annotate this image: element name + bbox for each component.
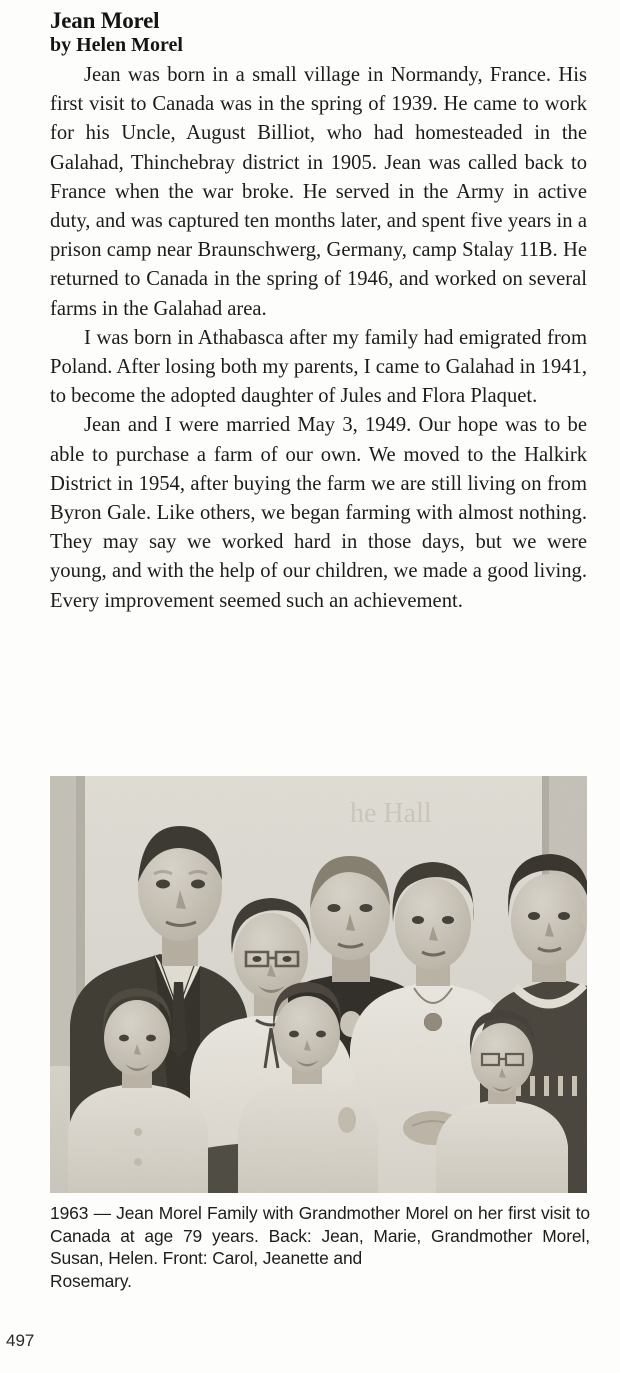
- text-column: [50, 8, 587, 616]
- article-body: [50, 61, 587, 616]
- family-photograph: [50, 776, 587, 1193]
- body-paragraph-1: Jean was born in a small village in Normandy, France. His first visit to Canada was in the spring of 1939. He came to work for his Uncle, August Billiot, who had homesteaded in the Galahad, Thinchebray district in 1905. Jean was called back to France when the war broke. He served in the Army in active duty, and was captured ten months later, and spent five years in a prison camp near Braunschwerg, Germany, camp Stalay 11B. He returned to Canada in the spring of 1946, and worked on several farms in the Galahad area.: [50, 64, 587, 320]
- caption-line-4: Rosemary.: [50, 1270, 132, 1291]
- article-byline: by Helen Morel: [50, 34, 183, 56]
- photograph-image: [50, 776, 587, 1193]
- page-title: Jean Morel: [50, 8, 160, 33]
- photograph-caption: [50, 1202, 590, 1292]
- body-paragraph-2: I was born in Athabasca after my family had emigrated from Poland. After losing both my parents, I came to Galahad in 1941, to become the adopted daughter of Jules and Flora Plaquet.: [50, 326, 587, 408]
- page-number: 497: [6, 1331, 35, 1350]
- caption-line-3: Grandmother Morel, Susan, Helen. Front: Carol, Jeanette and: [50, 1225, 591, 1269]
- svg-text:he Hall: he Hall: [350, 798, 432, 829]
- body-paragraph-3: Jean and I were married May 3, 1949. Our hope was to be able to purchase a farm of our own. We moved to the Halkirk District in 1954, after buying the farm we are still living on from Byron Gale. Like others, we began farming with almost nothing. They may say we worked hard in those days, but we were young, and with the help of our children, we made a good living. Every improvement seemed such an achievement.: [50, 414, 587, 612]
- caption-line-1: 1963 — Jean Morel Family with Grandmother Morel on her: [50, 1203, 503, 1223]
- caption-line-2: first visit to Canada at age 79 years. Back: Jean, Marie,: [50, 1203, 591, 1246]
